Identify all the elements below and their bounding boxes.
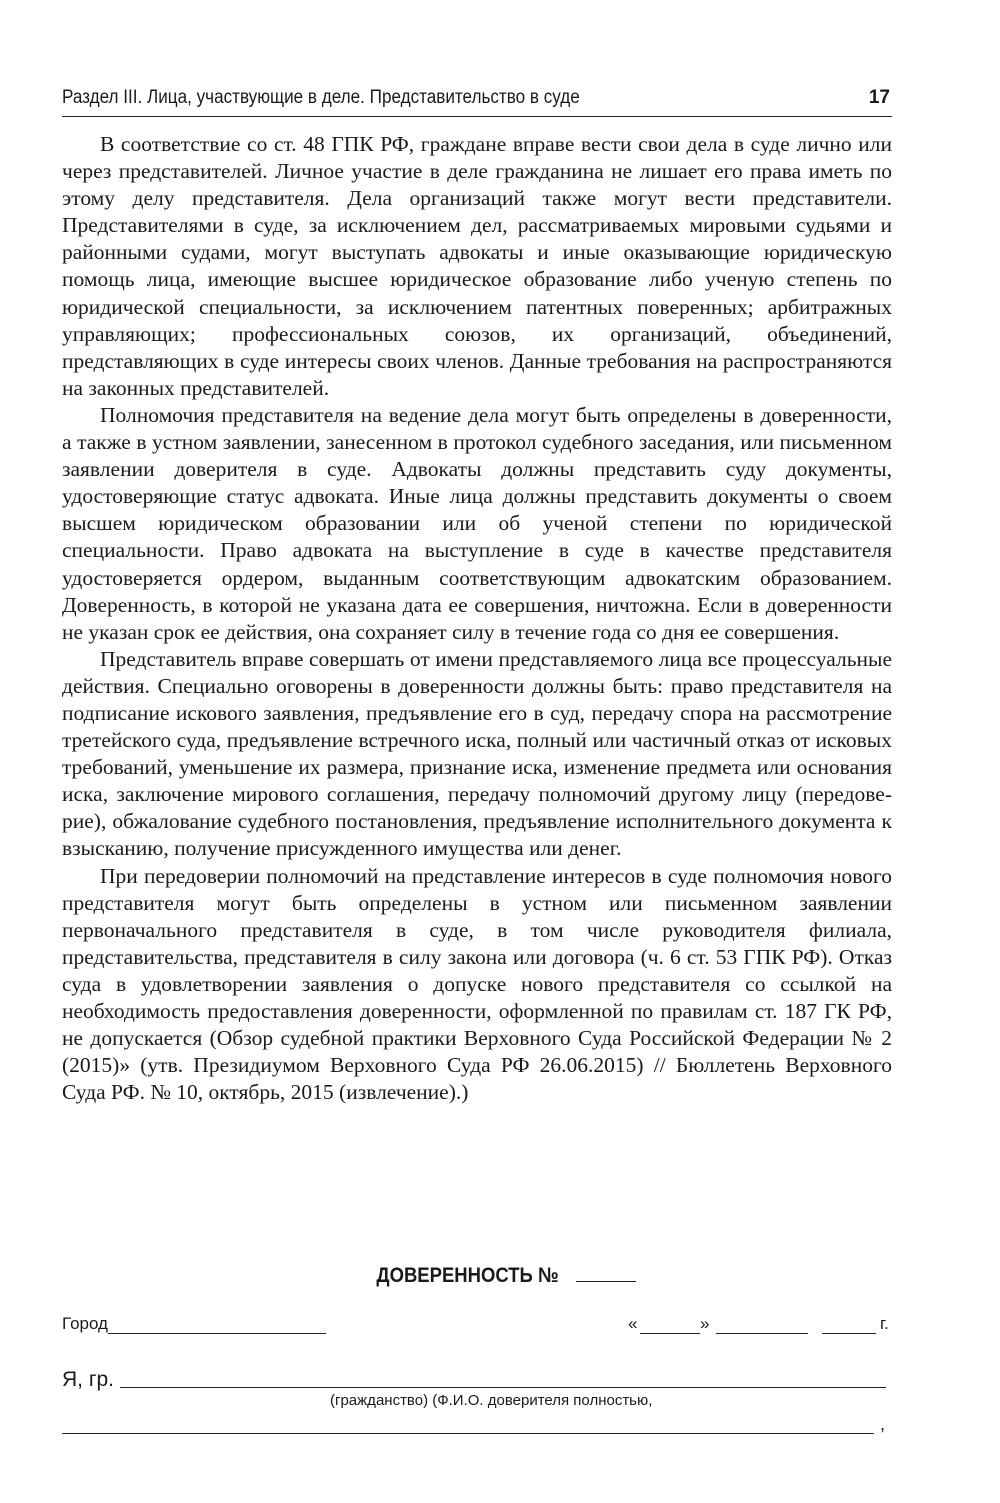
grantor-hint: (гражданство) (Ф.И.О. доверителя полностью, [330, 1392, 653, 1409]
grantor-name-field[interactable] [120, 1387, 886, 1388]
date-year-field[interactable] [822, 1333, 876, 1334]
date-month-field[interactable] [716, 1333, 808, 1334]
paragraph-3: Представитель вправе совершать от имени представляемого лица все процессуальные действия. Специально оговорены в доверенности должны быть: право представителя на подписание искового заявления, предъявление его в суд, передачу спора на рассмотрение третейского суда, предъявление встречного иска, полный или частичный отказ от исковых требований, уменьшение их размера, признание иска, изменение предмета или основания иска, заключение мирового соглашения, передачу полномочий другому лицу (передоверие), обжалование судебного постановления, предъявление исполнительного документа к взысканию, получение присужденного имущества или денег. [62, 646, 892, 861]
paragraph-4: При передоверии полномочий на представление интересов в суде полномочия нового представителя могут быть определены в устном или письменном заявлении первоначального представителя в суде, в том числе руководителя филиала, представительства, представителя в силу закона или договора (ч. 6 ст. 53 ГПК РФ). Отказ суда в удовлетворении заявления о допуске нового представителя со ссылкой на необходимость предоставления доверенности, оформленной по правилам ст. 187 ГК РФ, не допускается (Обзор судебной практики Верховного Суда Российской Федерации № 2 (2015)» (утв. Президиумом Верховного Суда РФ 26.06.2015) // Бюллетень Верховного Суда РФ. № 10, октябрь, 2015 (извлечение).) [62, 863, 892, 1105]
paragraph-1: В соответствие со ст. 48 ГПК РФ, граждане вправе вести свои дела в суде лично или через представителей. Личное участие в деле гражданина не лишает его права иметь по этому делу представителя. Дела организаций также могут вести представители. Представителями в суде, за исключением дел, рассматриваемых мировыми судьями и районными судами, могут выступать адвокаты и иные оказывающие юридическую помощь лица, имеющие высшее юридическое образование либо ученую степень по юридической специальности, за исключением патентных поверенных; арбитражных управляющих; профессиональных союзов, их организаций, объединений, представляющих в суде интересы своих членов. Данные требования на распространяются на законных представителей. [62, 132, 892, 400]
year-suffix: г. [880, 1314, 889, 1333]
section-title: Раздел III. Лица, участвующие в деле. Представительство в суде [62, 87, 580, 108]
doc-number-field[interactable] [576, 1263, 636, 1282]
date-close-quote: » [700, 1314, 710, 1333]
city-field[interactable] [108, 1333, 326, 1334]
form-title-label: ДОВЕРЕННОСТЬ № [376, 1264, 559, 1287]
date-day-field[interactable] [640, 1333, 700, 1334]
page-number: 17 [868, 87, 890, 108]
date-open-quote: « [628, 1314, 638, 1333]
paragraph-2: Полномочия представителя на ведение дела могут быть определены в доверенности, а также в устном заявлении, занесенном в протокол судебного заседания, или письменном заявлении доверителя в суде. Адвокаты должны представить суду документы, удостоверяющие статус адвоката. Иные лица должны представить документы о своем высшем юридическом образовании или об ученой степени по юридической специальности. Право адвоката на выступление в суде в качестве представителя удостоверяется ордером, выданным соответствующим адвокатским образованием. Доверенность, в которой не указана дата ее совершения, ничтожна. Если в доверенности не указан срок ее действия, она сохраняет силу в течение года со дня ее совершения. [62, 402, 892, 644]
grantor-label: Я, гр. [62, 1368, 115, 1391]
power-of-attorney-title [0, 1263, 1000, 1288]
running-header [62, 86, 892, 117]
body-text [62, 131, 892, 1106]
trailing-comma: , [880, 1414, 886, 1434]
city-label: Город [62, 1314, 108, 1333]
grantor-continuation-field[interactable] [62, 1433, 874, 1434]
